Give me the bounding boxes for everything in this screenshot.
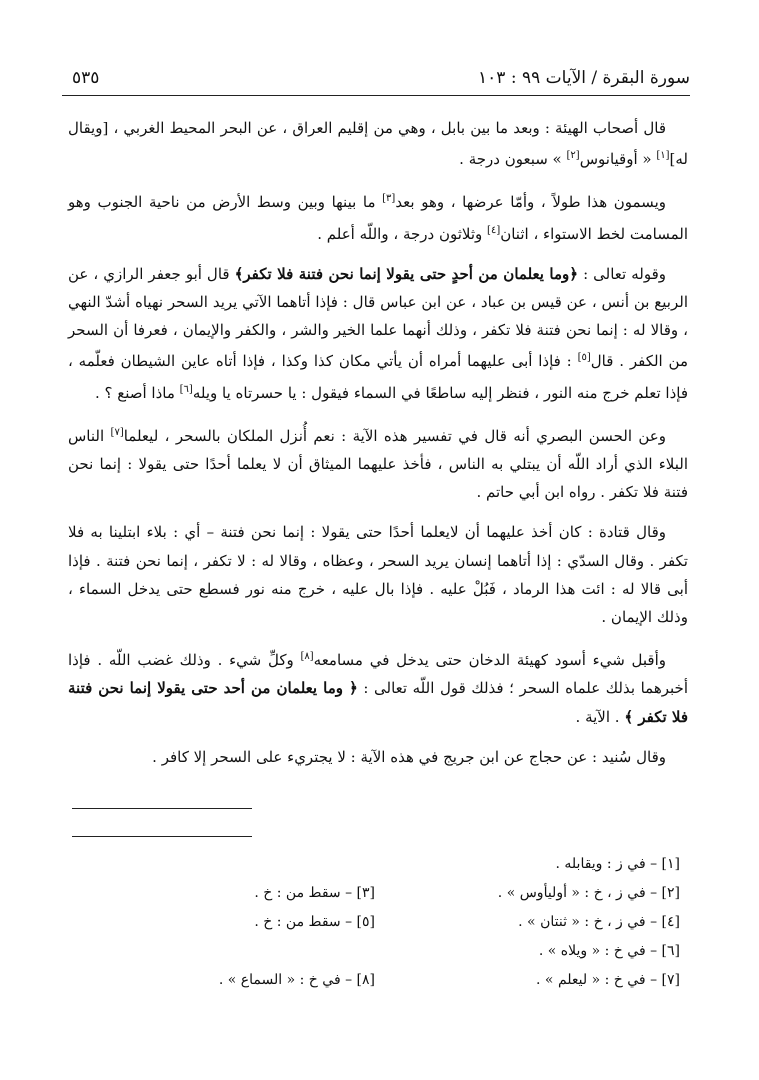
- footnotes: [70, 850, 680, 995]
- footnote-1: [١] – في ز : ويقابله .: [555, 856, 680, 872]
- footnote-ref: [٥]: [577, 352, 591, 364]
- paragraph-1: قال أصحاب الهيئة : وبعد ما بين بابل ، وهي من إقليم العراق ، عن البحر المحيط الغربي ، [ويقال له][١] « أوقيانوس[٢] » سبعون درجة .: [68, 119, 688, 169]
- footnote-ref: [٤]: [487, 224, 501, 236]
- main-text: [68, 114, 688, 783]
- footnote-ref: [٨]: [300, 651, 314, 663]
- quran-quote: ﴿وما يعلمان من أحدٍ حتى يقولا إنما نحن فتنة فلا تكفر﴾: [234, 264, 579, 283]
- footnote-5: [٥] – سقط من : خ .: [254, 914, 375, 930]
- running-header: [62, 62, 690, 96]
- footnote-2: [٢] – في ز ، خ : « أوليأوس » .: [497, 885, 680, 901]
- paragraph-3: وقوله تعالى : ﴿وما يعلمان من أحدٍ حتى يقولا إنما نحن فتنة فلا تكفر﴾ قال أبو جعفر الرازي ، عن الربيع بن أنس ، عن قيس بن عباد ، عن ابن عباس قال : فإذا أتاهما الآتي يريد السحر نهياه أشدّ النهي ، وقالا له : إنما نحن فتنة فلا تكفر ، وذلك أنهما علما الخير والشر ، والكفر والإيمان ، فعرفا أن السحر من الكفر . قال[٥] : فإذا أبى عليهما أمراه أن يأتي مكان كذا وكذا ، فإذا أتاه عاين الشيطان فعلّمه ، فإذا تعلم خرج منه النور ، فنظر إليه ساطعًا في السماء فيقول : يا حسرتاه يا ويله[٦] ماذا أصنع ؟ .: [68, 264, 688, 402]
- header-rule: [62, 95, 690, 96]
- header-title: سورة البقرة / الآيات ٩٩ : ١٠٣: [478, 68, 690, 88]
- footnote-ref: [٢]: [566, 150, 580, 162]
- footnote-ref: [١]: [656, 150, 670, 162]
- paragraph-4: وعن الحسن البصري أنه قال في تفسير هذه الآية : نعم أُنزل الملكان بالسحر ، ليعلما[٧] الناس البلاء الذي أراد اللّه أن يبتلي به الناس ، فأخذ عليهما الميثاق أن لا يعلما أحدًا حتى يقولا : إنما نحن فتنة فلا تكفر . رواه ابن أبي حاتم .: [68, 426, 688, 502]
- quran-quote: ﴿ وما يعلمان من أحد حتى يقولا إنما نحن فتنة فلا تكفر ﴾: [68, 679, 688, 726]
- paragraph-7: وقال سُنيد : عن حجاج عن ابن جريج في هذه الآية : لا يجتريء على السحر إلا كافر .: [152, 747, 666, 766]
- paragraph-6: وأقبل شيء أسود كهيئة الدخان حتى يدخل في مسامعه[٨] وكلِّ شيء . وذلك غضب اللّه . فإذا أخبرهما بذلك علماه السحر ؛ فذلك قول اللّه تعالى : ﴿ وما يعلمان من أحد حتى يقولا إنما نحن فتنة فلا تكفر ﴾ . الآية .: [68, 651, 688, 726]
- page-number: ٥٣٥: [72, 68, 100, 88]
- footnote-ref: [٣]: [382, 193, 396, 205]
- footnote-8: [٨] – في خ : « السماع » .: [218, 972, 375, 988]
- footnote-3: [٣] – سقط من : خ .: [254, 885, 375, 901]
- footnote-ref: [٧]: [110, 426, 124, 438]
- footnote-4: [٤] – في ز ، خ : « ثنتان » .: [518, 914, 680, 930]
- footnote-ref: [٦]: [179, 383, 193, 395]
- footnote-7: [٧] – في خ : « ليعلم » .: [536, 972, 680, 988]
- footnote-separator: [72, 836, 252, 837]
- paragraph-5: وقال قتادة : كان أخذ عليهما أن لايعلما أحدًا حتى يقولا : إنما نحن فتنة – أي : بلاء ابتلينا به فلا تكفر . وقال السدّي : إذا أتاهما إنسان يريد السحر ، وعظاه ، وقالا له : لا تكفر ، إنما نحن فتنة . فإذا أبى قالا له : ائت هذا الرماد ، فَبُلْ عليه . فإذا بال عليه ، خرج منه نور فسطع حتى يدخل السماء ، وذلك الإيمان .: [68, 523, 688, 627]
- paragraph-2: ويسمون هذا طولاً ، وأمّا عرضها ، وهو بعد[٣] ما بينها وبين وسط الأرض من ناحية الجنوب وهو المسامت لخط الاستواء ، اثنان[٤] وثلاثون درجة ، واللّه أعلم .: [68, 193, 688, 243]
- footnote-6: [٦] – في خ : « ويلاه » .: [538, 943, 680, 959]
- footnote-separator: [72, 808, 252, 809]
